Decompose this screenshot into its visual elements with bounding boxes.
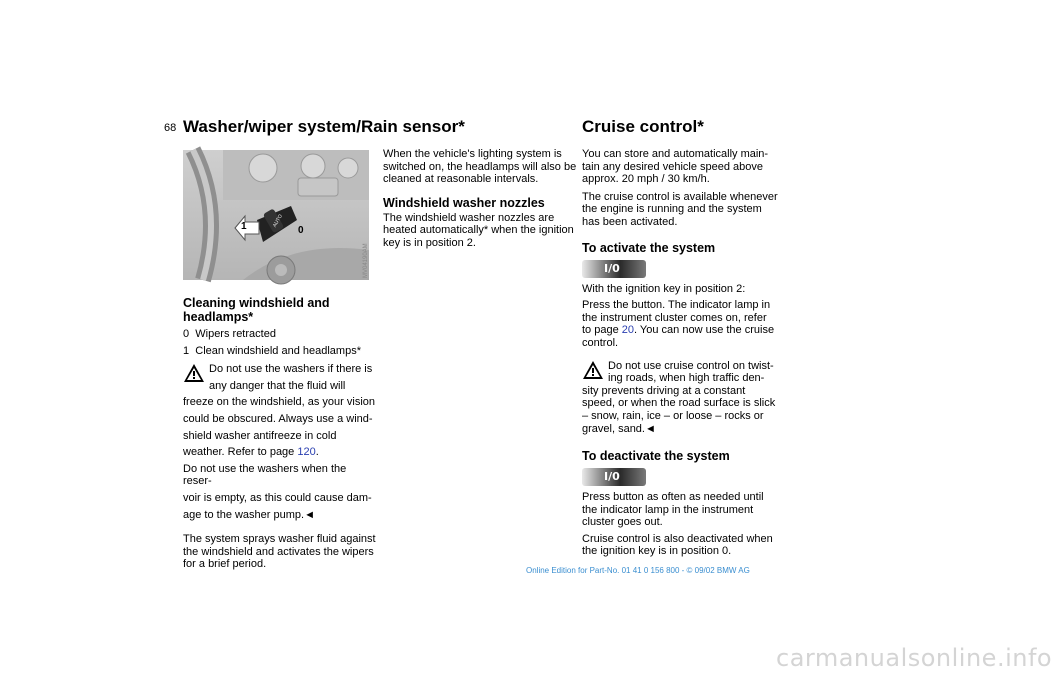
intro-line: approx. 20 mph / 30 km/h. <box>582 173 710 186</box>
end-mark-icon: ◄ <box>304 508 315 521</box>
deactivate-line: cluster goes out. <box>582 516 663 529</box>
button-label: I/0 <box>604 470 620 484</box>
warning-triangle-icon <box>582 360 604 380</box>
activate-heading: To activate the system <box>582 240 716 255</box>
warning-line: any danger that the fluid will <box>209 379 346 392</box>
warning-line: freeze on the windshield, as your vision <box>183 396 375 409</box>
warning-cruise <box>582 360 782 436</box>
watermark: carmanualsonline.info <box>776 644 1052 672</box>
page-number: 68 <box>164 122 177 134</box>
spray-line: for a brief period. <box>183 558 267 571</box>
footer-edition: Online Edition for Part-No. 01 41 0 156 800 - © 09/02 BMW AG <box>526 566 750 575</box>
section-title-cruise: Cruise control* <box>582 117 704 136</box>
section-title-washer: Washer/wiper system/Rain sensor* <box>183 117 465 136</box>
activate-line: the instrument cluster comes on, refer <box>582 311 767 324</box>
page-link-20[interactable]: 20 <box>621 324 635 337</box>
item-number: 1 <box>183 344 190 357</box>
warning-line: Do not use cruise control on twist- <box>608 359 774 372</box>
activate-line: Press the button. The indicator lamp in <box>582 299 771 312</box>
warning-triangle-icon <box>183 363 205 383</box>
nozzles-line: key is in position 2. <box>383 236 476 249</box>
warning-line <box>183 509 378 522</box>
page-link-120[interactable]: 120 <box>297 446 316 459</box>
spray-line: The system sprays washer fluid against <box>183 533 376 546</box>
warning-line: voir is empty, as this could cause dam- <box>183 491 372 504</box>
list-item <box>183 328 378 341</box>
warning-line: shield washer antifreeze in cold <box>183 429 337 442</box>
item-text: Wipers retracted <box>195 328 276 340</box>
warning-line: ing roads, when high traffic den- <box>608 372 765 385</box>
available-line: The cruise control is available whenever <box>582 190 778 203</box>
warning-line: Do not use the washers if there is <box>209 363 373 376</box>
warning-line: sity prevents driving at a constant <box>582 384 746 397</box>
intro-line: tain any desired vehicle speed above <box>582 160 764 173</box>
lighting-line: cleaned at reasonable intervals. <box>383 173 539 186</box>
item-text: Clean windshield and headlamps* <box>195 344 361 357</box>
list-item <box>183 345 378 358</box>
activate-line: control. <box>582 336 619 349</box>
activate-text: to page <box>582 324 622 337</box>
activate-line: With the ignition key in position 2: <box>582 282 746 295</box>
deactivate-line: the indicator lamp in the instrument <box>582 503 754 516</box>
spray-line: the windshield and activates the wipers <box>183 545 374 558</box>
deactivate-line: Press button as often as needed until <box>582 491 764 504</box>
image-code: MV04190AM <box>363 243 369 278</box>
stalk-label: AUTO <box>271 213 284 229</box>
deactivate-heading: To deactivate the system <box>582 449 730 464</box>
lighting-line: switched on, the headlamps will also be <box>383 160 577 173</box>
warning-line: Do not use the washers when the reser- <box>183 462 347 488</box>
warning-text: gravel, sand. <box>582 422 645 435</box>
label-position-0: 0 <box>298 225 304 236</box>
deactivate-line: Cruise control is also deactivated when <box>582 532 773 545</box>
warning-text: weather. Refer to page <box>183 446 298 459</box>
available-line: the engine is running and the system <box>582 203 762 216</box>
cleaning-block <box>183 296 378 571</box>
cruise-button-icon <box>582 468 646 486</box>
end-mark-icon: ◄ <box>644 422 656 435</box>
lighting-line: When the vehicle's lighting system is <box>383 148 562 160</box>
available-line: has been activated. <box>582 215 678 228</box>
warning-line: speed, or when the road surface is slick <box>582 397 776 410</box>
warning-line <box>183 446 378 459</box>
button-label: I/0 <box>604 261 620 275</box>
item-number: 0 <box>183 328 190 340</box>
activate-line <box>582 324 782 337</box>
position-list <box>183 328 378 357</box>
nozzles-line: The windshield washer nozzles are <box>383 211 555 224</box>
warning-line <box>582 423 782 436</box>
wiper-stalk-photo-icon <box>183 150 369 280</box>
middle-column <box>383 148 578 250</box>
cleaning-heading: Cleaning windshield and headlamps* <box>183 296 330 324</box>
cruise-button-icon <box>582 260 646 278</box>
intro-line: You can store and automatically main- <box>582 148 769 160</box>
nozzles-heading: Windshield washer nozzles <box>383 195 545 210</box>
wiper-stalk-photo <box>183 150 369 280</box>
warning-text: . <box>315 446 319 459</box>
label-position-1: 1 <box>241 221 247 232</box>
warning-line: could be obscured. Always use a wind- <box>183 412 373 425</box>
deactivate-line: the ignition key is in position 0. <box>582 545 732 558</box>
right-column <box>582 148 782 558</box>
warning-text: age to the washer pump. <box>183 508 305 521</box>
warning-washer <box>183 363 378 521</box>
activate-text: . You can now use the cruise <box>634 324 775 337</box>
nozzles-line: heated automatically* when the ignition <box>383 224 574 237</box>
warning-line: – snow, rain, ice – or loose – rocks or <box>582 409 764 422</box>
